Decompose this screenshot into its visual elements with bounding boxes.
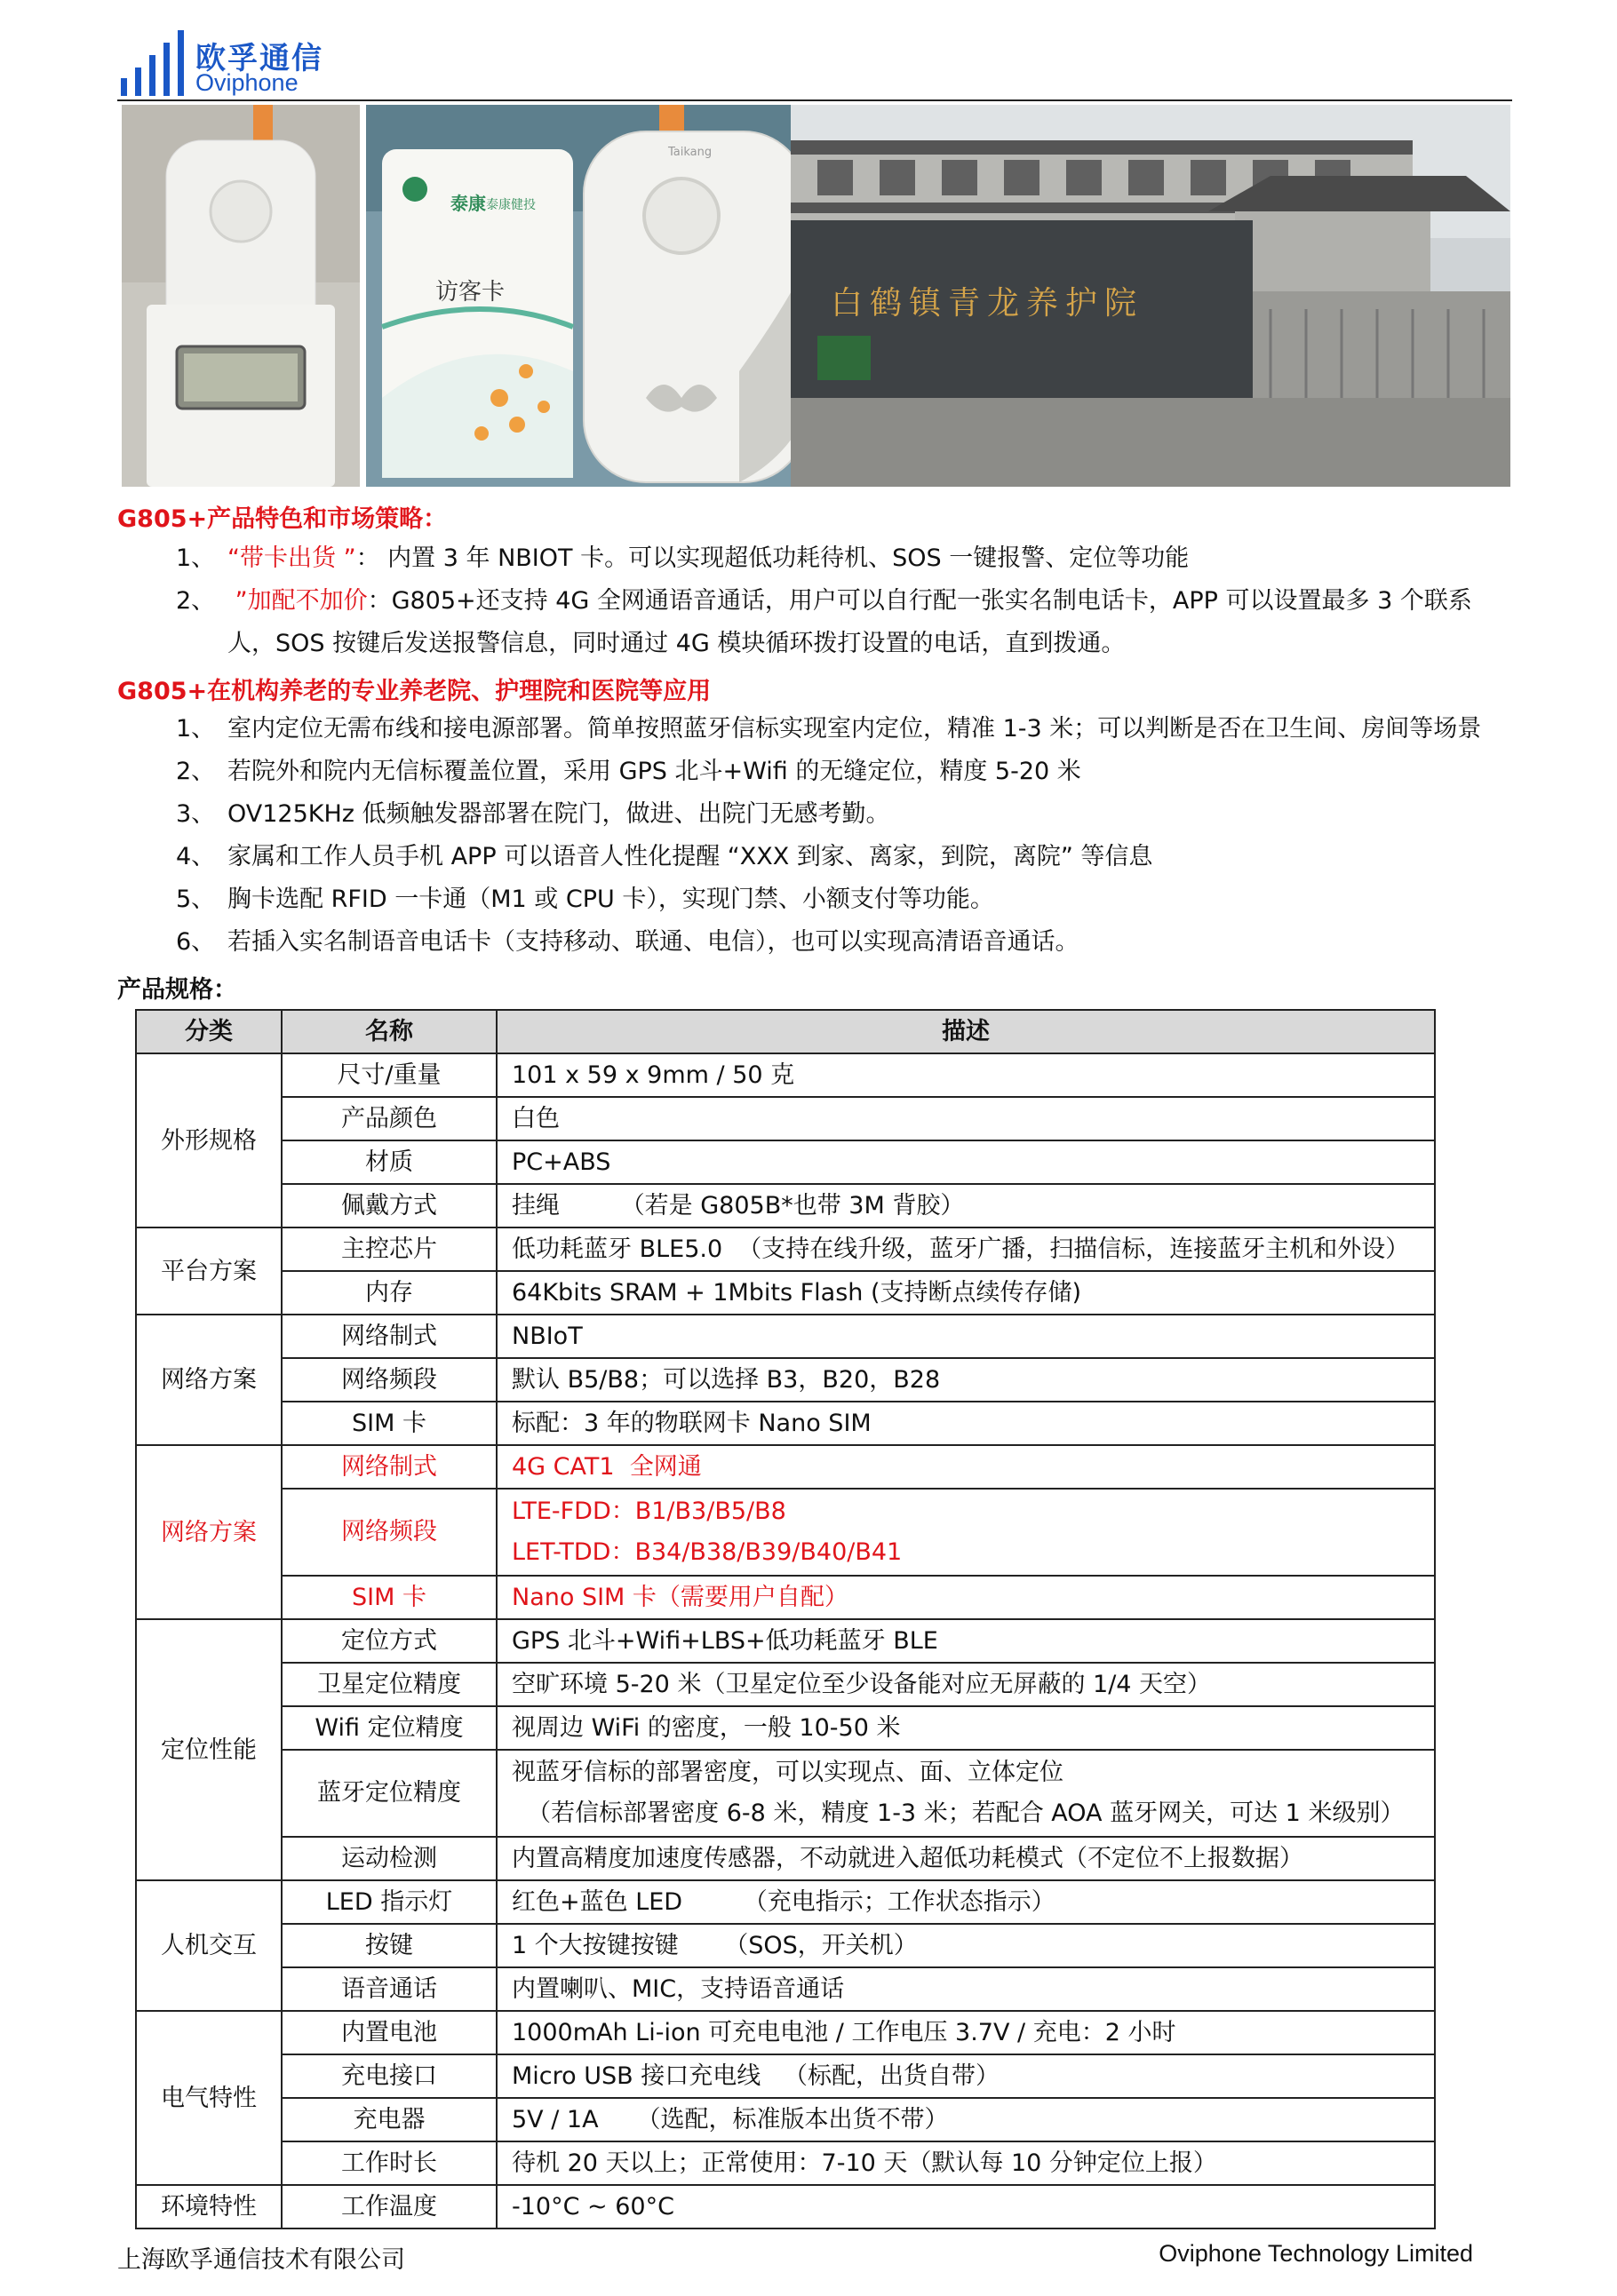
nursing-home-sign: 白鹤镇青龙养护院 [831,285,1144,322]
description-line: 挂绳 （若是 G805B*也带 3M 背胶） [512,1192,965,1220]
spec-description-cell [497,1445,1435,1489]
table-row [136,1880,1435,1924]
category-cell: 网络方案 [136,1315,282,1445]
application-item-1: 1、 室内定位无需布线和接电源部署。简单按照蓝牙信标实现室内定位，精准 1-3 米；可以判断是否在卫生间、房间等场景 [176,715,1482,743]
description-line: LTE-FDD：B1/B3/B5/B8 [512,1498,786,1525]
description-line: 默认 B5/B8；可以选择 B3，B20，B28 [512,1366,941,1394]
strategy-item-2-continued: 人，SOS 按键后发送报警信息，同时通过 4G 模块循环拨打设置的电话，直到拨通。 [227,630,1126,657]
spec-name-cell: 网络制式 [282,1445,497,1489]
category-cell: 网络方案 [136,1445,282,1619]
spec-name-cell: 卫星定位精度 [282,1663,497,1706]
table-row [136,1097,1435,1140]
table-row [136,1576,1435,1619]
category-cell: 定位性能 [136,1619,282,1880]
signal-bars-icon [117,27,188,98]
spec-name-cell: 内存 [282,1271,497,1315]
spec-description-cell [497,1053,1435,1097]
description-line: 视蓝牙信标的部署密度，可以实现点、面、立体定位 [512,1759,1063,1786]
spec-description-cell [497,1097,1435,1140]
spec-name-cell: 尺寸/重量 [282,1053,497,1097]
spec-name-cell: 产品颜色 [282,1097,497,1140]
table-row [136,1619,1435,1663]
table-row [136,1271,1435,1315]
table-row [136,1663,1435,1706]
table-row [136,1315,1435,1358]
description-line: 白色 [512,1105,560,1132]
table-row [136,1445,1435,1489]
table-row [136,1750,1435,1837]
strategy-item-2: 2、 ”加配不加价：G805+还支持 4G 全网通语音通话，用户可以自行配一张实名制电话卡，APP 可以设置最多 3 个联系 [176,587,1472,615]
description-line: 5V / 1A （选配，标准版本出货不带） [512,2106,949,2133]
spec-name-cell: 蓝牙定位精度 [282,1750,497,1837]
spec-description-cell [497,1227,1435,1271]
header-name: 名称 [282,1010,497,1053]
visitor-card-label: 访客卡 [435,279,506,306]
table-row [136,1358,1435,1402]
table-row [136,2098,1435,2141]
spec-name-cell: 按键 [282,1924,497,1967]
application-item-2: 2、 若院外和院内无信标覆盖位置，采用 GPS 北斗+Wifi 的无缝定位，精度 5-20 米 [176,758,1081,785]
category-cell: 外形规格 [136,1053,282,1227]
section-application-title: G805+在机构养老的专业养老院、护理院和医院等应用 [117,678,712,705]
logo-english-name: Oviphone [195,69,299,96]
table-row [136,2054,1435,2098]
description-line: LET-TDD：B34/B38/B39/B40/B41 [512,1538,903,1566]
spec-name-cell: 定位方式 [282,1619,497,1663]
description-line: 1 个大按键按键 （SOS，开关机） [512,1932,918,1959]
spec-name-cell: 主控芯片 [282,1227,497,1271]
spec-name-cell: 充电器 [282,2098,497,2141]
spec-name-cell: 材质 [282,1140,497,1184]
table-row [136,1837,1435,1880]
spec-name-cell: 运动检测 [282,1837,497,1880]
table-row [136,1924,1435,1967]
footer-company-en: Oviphone Technology Limited [1159,2240,1473,2267]
spec-description-cell [497,1489,1435,1576]
spec-table [135,1009,1436,2229]
table-row [136,1489,1435,1576]
application-item-4: 4、 家属和工作人员手机 APP 可以语音人性化提醒 “XXX 到家、离家，到院，离院” 等信息 [176,843,1153,870]
spec-description-cell [497,1663,1435,1706]
spec-description-cell [497,2098,1435,2141]
description-line: （若信标部署密度 6-8 米，精度 1-3 米；若配合 AOA 蓝牙网关，可达 1 米级别） [512,1799,1405,1827]
description-line: 标配：3 年的物联网卡 Nano SIM [512,1410,872,1437]
spec-description-cell [497,1140,1435,1184]
spec-name-cell: 佩戴方式 [282,1184,497,1227]
application-item-6: 6、 若插入实名制语音电话卡（支持移动、联通、电信），也可以实现高清语音通话。 [176,928,1079,956]
description-line: 空旷环境 5-20 米（卫星定位至少设备能对应无屏蔽的 1/4 天空） [512,1671,1212,1698]
spec-name-cell: LED 指示灯 [282,1880,497,1924]
spec-description-cell [497,1271,1435,1315]
spec-description-cell [497,2141,1435,2185]
spec-name-cell: 网络制式 [282,1315,497,1358]
spec-description-cell [497,1358,1435,1402]
spec-description-cell [497,1619,1435,1663]
card-sub-text: 泰康健投 [486,198,536,212]
description-line: 待机 20 天以上；正常使用：7-10 天（默认每 10 分钟定位上报） [512,2149,1217,2177]
table-row [136,1227,1435,1271]
category-cell: 电气特性 [136,2011,282,2185]
spec-description-cell [497,2185,1435,2228]
spec-description-cell [497,1924,1435,1967]
table-row [136,2141,1435,2185]
company-logo [117,27,384,98]
spec-name-cell: 工作温度 [282,2185,497,2228]
description-line: 64Kbits SRAM + 1Mbits Flash (支持断点续传存储) [512,1279,1082,1307]
header-divider [117,99,1512,101]
category-cell: 平台方案 [136,1227,282,1315]
description-line: NBIoT [512,1323,583,1350]
description-line: PC+ABS [512,1148,611,1176]
spec-description-cell [497,1315,1435,1358]
description-line: GPS 北斗+Wifi+LBS+低功耗蓝牙 BLE [512,1627,938,1655]
spec-name-cell: Wifi 定位精度 [282,1706,497,1750]
description-line: 红色+蓝色 LED （充电指示；工作状态指示） [512,1888,1055,1916]
section-strategy-title: G805+产品特色和市场策略： [117,505,448,533]
spec-description-cell [497,1880,1435,1924]
table-row [136,1184,1435,1227]
header-description: 描述 [497,1010,1435,1053]
card-logo-text: 泰康 [450,193,486,214]
description-line: 低功耗蓝牙 BLE5.0 （支持在线升级，蓝牙广播，扫描信标，连接蓝牙主机和外设） [512,1235,1410,1263]
spec-name-cell: 网络频段 [282,1489,497,1576]
spec-description-cell [497,1576,1435,1619]
spec-description-cell [497,1706,1435,1750]
spec-description-cell [497,2011,1435,2054]
photo-nursing-home-entrance [791,105,1510,487]
description-line: 视周边 WiFi 的密度，一般 10-50 米 [512,1714,901,1742]
description-line: 内置高精度加速度传感器，不动就进入超低功耗模式（不定位不上报数据） [512,1845,1303,1872]
section-spec-title: 产品规格： [117,976,237,1004]
header-category: 分类 [136,1010,282,1053]
photo-device-on-charger [122,105,360,487]
spec-table-body [136,1053,1435,2228]
spec-name-cell: SIM 卡 [282,1576,497,1619]
spec-name-cell: 内置电池 [282,2011,497,2054]
description-line: -10°C ~ 60°C [512,2193,674,2221]
spec-name-cell: 充电接口 [282,2054,497,2098]
spec-name-cell: 网络频段 [282,1358,497,1402]
description-line: 1000mAh Li-ion 可充电电池 / 工作电压 3.7V / 充电：2 小时 [512,2019,1176,2046]
spec-table-header-row [136,1010,1435,1053]
table-row [136,2185,1435,2228]
spec-name-cell: 工作时长 [282,2141,497,2185]
strategy-item-1: 1、 “带卡出货 ”： 内置 3 年 NBIOT 卡。可以实现超低功耗待机、SOS 一键报警、定位等功能 [176,544,1190,572]
table-row [136,1706,1435,1750]
device-brand-label: Taikang [668,146,713,159]
category-cell: 环境特性 [136,2185,282,2228]
description-line: Micro USB 接口充电线 （标配，出货自带） [512,2062,1000,2090]
description-line: 内置喇叭、MIC，支持语音通话 [512,1975,845,2003]
footer-company-cn: 上海欧孚通信技术有限公司 [117,2246,405,2274]
spec-description-cell [497,1837,1435,1880]
table-row [136,1967,1435,2011]
spec-description-cell [497,1184,1435,1227]
table-row [136,1053,1435,1097]
spec-description-cell [497,1967,1435,2011]
table-row [136,1402,1435,1445]
spec-description-cell [497,1402,1435,1445]
description-line: Nano SIM 卡（需要用户自配） [512,1584,848,1611]
spec-name-cell: 语音通话 [282,1967,497,2011]
logo-chinese-name: 欧孚通信 [195,41,323,76]
application-item-5: 5、 胸卡选配 RFID 一卡通（M1 或 CPU 卡），实现门禁、小额支付等功能。 [176,886,994,913]
description-line: 4G CAT1 全网通 [512,1453,702,1481]
category-cell: 人机交互 [136,1880,282,2011]
description-line: 101 x 59 x 9mm / 50 克 [512,1061,795,1089]
table-row [136,1140,1435,1184]
spec-name-cell: SIM 卡 [282,1402,497,1445]
table-row [136,2011,1435,2054]
application-item-3: 3、 OV125KHz 低频触发器部署在院门，做进、出院门无感考勤。 [176,800,890,828]
spec-description-cell [497,1750,1435,1837]
spec-description-cell [497,2054,1435,2098]
